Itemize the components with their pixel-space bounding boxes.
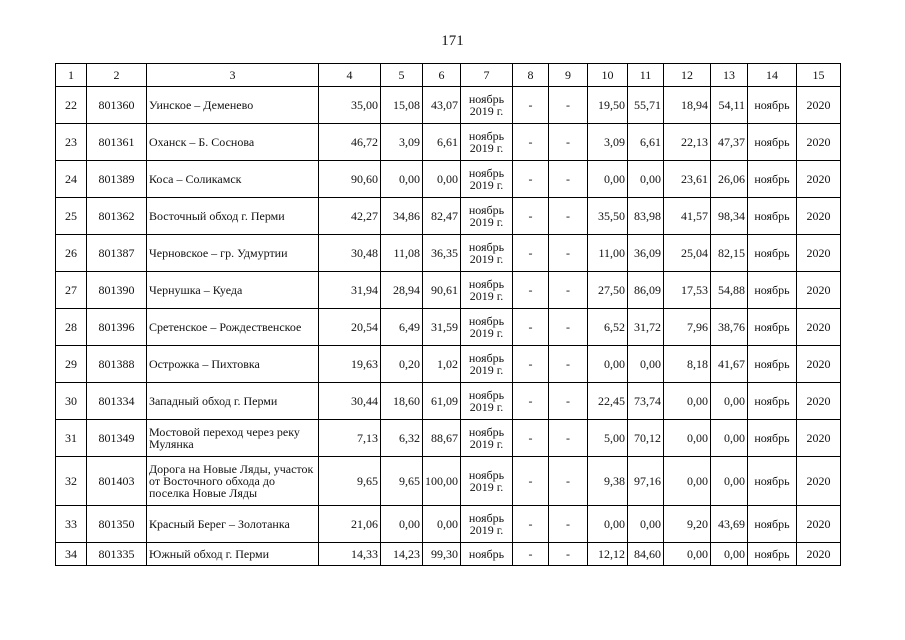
dash-cell: - bbox=[513, 198, 549, 235]
header-cell: 6 bbox=[423, 64, 461, 87]
page-number: 171 bbox=[441, 33, 464, 49]
road-name-cell: Черновское – гр. Удмуртии bbox=[147, 235, 319, 272]
code-cell: 801387 bbox=[87, 235, 147, 272]
value-cell: 19,63 bbox=[319, 346, 381, 383]
value-cell: 46,72 bbox=[319, 124, 381, 161]
table-row bbox=[56, 198, 841, 235]
dash-cell: - bbox=[549, 161, 588, 198]
value-cell: 43,69 bbox=[711, 506, 748, 543]
value-cell: 0,20 bbox=[381, 346, 423, 383]
table-row bbox=[56, 161, 841, 198]
month-cell: ноябрь bbox=[748, 346, 797, 383]
header-cell: 5 bbox=[381, 64, 423, 87]
month-cell: ноябрь bbox=[748, 543, 797, 566]
month-cell: ноябрь bbox=[461, 543, 513, 566]
month-cell: ноябрь bbox=[748, 235, 797, 272]
table-body bbox=[56, 87, 841, 566]
dash-cell: - bbox=[513, 309, 549, 346]
value-cell: 8,18 bbox=[664, 346, 711, 383]
value-cell: 3,09 bbox=[381, 124, 423, 161]
road-name-cell: Южный обход г. Перми bbox=[147, 543, 319, 566]
value-cell: 18,94 bbox=[664, 87, 711, 124]
value-cell: 25,04 bbox=[664, 235, 711, 272]
month-cell: ноябрь 2019 г. bbox=[461, 457, 513, 506]
year-cell: 2020 bbox=[797, 198, 841, 235]
code-cell: 801334 bbox=[87, 383, 147, 420]
header-cell: 1 bbox=[56, 64, 87, 87]
value-cell: 0,00 bbox=[588, 346, 628, 383]
data-table bbox=[55, 63, 841, 566]
value-cell: 83,98 bbox=[628, 198, 664, 235]
dash-cell: - bbox=[513, 87, 549, 124]
value-cell: 90,61 bbox=[423, 272, 461, 309]
code-cell: 801390 bbox=[87, 272, 147, 309]
row-number-cell: 26 bbox=[56, 235, 87, 272]
value-cell: 54,88 bbox=[711, 272, 748, 309]
dash-cell: - bbox=[549, 420, 588, 457]
value-cell: 15,08 bbox=[381, 87, 423, 124]
code-cell: 801388 bbox=[87, 346, 147, 383]
dash-cell: - bbox=[549, 346, 588, 383]
value-cell: 35,50 bbox=[588, 198, 628, 235]
road-name-cell: Коса – Соликамск bbox=[147, 161, 319, 198]
dash-cell: - bbox=[549, 457, 588, 506]
value-cell: 1,02 bbox=[423, 346, 461, 383]
value-cell: 11,08 bbox=[381, 235, 423, 272]
dash-cell: - bbox=[513, 383, 549, 420]
value-cell: 70,12 bbox=[628, 420, 664, 457]
header-cell: 15 bbox=[797, 64, 841, 87]
row-number-cell: 25 bbox=[56, 198, 87, 235]
value-cell: 43,07 bbox=[423, 87, 461, 124]
dash-cell: - bbox=[513, 161, 549, 198]
value-cell: 61,09 bbox=[423, 383, 461, 420]
value-cell: 0,00 bbox=[423, 161, 461, 198]
value-cell: 26,06 bbox=[711, 161, 748, 198]
table-row bbox=[56, 543, 841, 566]
table-row bbox=[56, 383, 841, 420]
code-cell: 801335 bbox=[87, 543, 147, 566]
value-cell: 90,60 bbox=[319, 161, 381, 198]
value-cell: 0,00 bbox=[423, 506, 461, 543]
code-cell: 801360 bbox=[87, 87, 147, 124]
code-cell: 801349 bbox=[87, 420, 147, 457]
year-cell: 2020 bbox=[797, 346, 841, 383]
year-cell: 2020 bbox=[797, 420, 841, 457]
month-cell: ноябрь 2019 г. bbox=[461, 161, 513, 198]
header-cell: 13 bbox=[711, 64, 748, 87]
row-number-cell: 30 bbox=[56, 383, 87, 420]
value-cell: 0,00 bbox=[628, 506, 664, 543]
road-name-cell: Уинское – Деменево bbox=[147, 87, 319, 124]
code-cell: 801362 bbox=[87, 198, 147, 235]
value-cell: 9,38 bbox=[588, 457, 628, 506]
value-cell: 41,57 bbox=[664, 198, 711, 235]
value-cell: 6,52 bbox=[588, 309, 628, 346]
header-cell: 2 bbox=[87, 64, 147, 87]
value-cell: 38,76 bbox=[711, 309, 748, 346]
year-cell: 2020 bbox=[797, 506, 841, 543]
row-number-cell: 24 bbox=[56, 161, 87, 198]
value-cell: 31,94 bbox=[319, 272, 381, 309]
dash-cell: - bbox=[549, 87, 588, 124]
value-cell: 31,72 bbox=[628, 309, 664, 346]
row-number-cell: 32 bbox=[56, 457, 87, 506]
value-cell: 86,09 bbox=[628, 272, 664, 309]
header-cell: 7 bbox=[461, 64, 513, 87]
value-cell: 20,54 bbox=[319, 309, 381, 346]
value-cell: 0,00 bbox=[588, 506, 628, 543]
table-row bbox=[56, 272, 841, 309]
month-cell: ноябрь 2019 г. bbox=[461, 198, 513, 235]
table-row bbox=[56, 457, 841, 506]
code-cell: 801396 bbox=[87, 309, 147, 346]
month-cell: ноябрь bbox=[748, 383, 797, 420]
value-cell: 54,11 bbox=[711, 87, 748, 124]
value-cell: 82,47 bbox=[423, 198, 461, 235]
value-cell: 73,74 bbox=[628, 383, 664, 420]
value-cell: 22,45 bbox=[588, 383, 628, 420]
dash-cell: - bbox=[513, 124, 549, 161]
value-cell: 21,06 bbox=[319, 506, 381, 543]
dash-cell: - bbox=[549, 235, 588, 272]
month-cell: ноябрь bbox=[748, 124, 797, 161]
year-cell: 2020 bbox=[797, 309, 841, 346]
road-name-cell: Острожка – Пихтовка bbox=[147, 346, 319, 383]
row-number-cell: 27 bbox=[56, 272, 87, 309]
value-cell: 36,09 bbox=[628, 235, 664, 272]
value-cell: 55,71 bbox=[628, 87, 664, 124]
table-row bbox=[56, 235, 841, 272]
value-cell: 82,15 bbox=[711, 235, 748, 272]
year-cell: 2020 bbox=[797, 457, 841, 506]
value-cell: 27,50 bbox=[588, 272, 628, 309]
value-cell: 42,27 bbox=[319, 198, 381, 235]
value-cell: 17,53 bbox=[664, 272, 711, 309]
value-cell: 6,61 bbox=[628, 124, 664, 161]
value-cell: 9,20 bbox=[664, 506, 711, 543]
row-number-cell: 23 bbox=[56, 124, 87, 161]
year-cell: 2020 bbox=[797, 383, 841, 420]
value-cell: 6,32 bbox=[381, 420, 423, 457]
year-cell: 2020 bbox=[797, 235, 841, 272]
row-number-cell: 34 bbox=[56, 543, 87, 566]
value-cell: 23,61 bbox=[664, 161, 711, 198]
month-cell: ноябрь bbox=[748, 420, 797, 457]
value-cell: 36,35 bbox=[423, 235, 461, 272]
value-cell: 98,34 bbox=[711, 198, 748, 235]
code-cell: 801403 bbox=[87, 457, 147, 506]
value-cell: 88,67 bbox=[423, 420, 461, 457]
header-row bbox=[56, 64, 841, 87]
dash-cell: - bbox=[549, 198, 588, 235]
value-cell: 0,00 bbox=[628, 161, 664, 198]
month-cell: ноябрь bbox=[748, 87, 797, 124]
table-row bbox=[56, 346, 841, 383]
value-cell: 34,86 bbox=[381, 198, 423, 235]
value-cell: 0,00 bbox=[381, 506, 423, 543]
table-row bbox=[56, 87, 841, 124]
value-cell: 19,50 bbox=[588, 87, 628, 124]
road-name-cell: Западный обход г. Перми bbox=[147, 383, 319, 420]
value-cell: 0,00 bbox=[711, 420, 748, 457]
value-cell: 14,23 bbox=[381, 543, 423, 566]
value-cell: 5,00 bbox=[588, 420, 628, 457]
dash-cell: - bbox=[513, 272, 549, 309]
month-cell: ноябрь 2019 г. bbox=[461, 346, 513, 383]
value-cell: 11,00 bbox=[588, 235, 628, 272]
dash-cell: - bbox=[513, 457, 549, 506]
month-cell: ноябрь 2019 г. bbox=[461, 420, 513, 457]
value-cell: 0,00 bbox=[664, 420, 711, 457]
year-cell: 2020 bbox=[797, 161, 841, 198]
dash-cell: - bbox=[549, 124, 588, 161]
row-number-cell: 33 bbox=[56, 506, 87, 543]
dash-cell: - bbox=[513, 506, 549, 543]
row-number-cell: 22 bbox=[56, 87, 87, 124]
value-cell: 0,00 bbox=[664, 543, 711, 566]
header-cell: 4 bbox=[319, 64, 381, 87]
year-cell: 2020 bbox=[797, 87, 841, 124]
value-cell: 30,44 bbox=[319, 383, 381, 420]
value-cell: 9,65 bbox=[381, 457, 423, 506]
dash-cell: - bbox=[513, 235, 549, 272]
dash-cell: - bbox=[549, 383, 588, 420]
header-cell: 3 bbox=[147, 64, 319, 87]
value-cell: 9,65 bbox=[319, 457, 381, 506]
year-cell: 2020 bbox=[797, 543, 841, 566]
value-cell: 41,67 bbox=[711, 346, 748, 383]
dash-cell: - bbox=[549, 543, 588, 566]
value-cell: 0,00 bbox=[628, 346, 664, 383]
month-cell: ноябрь 2019 г. bbox=[461, 506, 513, 543]
value-cell: 100,00 bbox=[423, 457, 461, 506]
month-cell: ноябрь 2019 г. bbox=[461, 309, 513, 346]
road-name-cell: Чернушка – Куеда bbox=[147, 272, 319, 309]
value-cell: 0,00 bbox=[664, 383, 711, 420]
value-cell: 0,00 bbox=[711, 457, 748, 506]
header-cell: 12 bbox=[664, 64, 711, 87]
value-cell: 30,48 bbox=[319, 235, 381, 272]
header-cell: 10 bbox=[588, 64, 628, 87]
value-cell: 7,96 bbox=[664, 309, 711, 346]
month-cell: ноябрь bbox=[748, 198, 797, 235]
header-cell: 9 bbox=[549, 64, 588, 87]
value-cell: 97,16 bbox=[628, 457, 664, 506]
dash-cell: - bbox=[513, 420, 549, 457]
road-name-cell: Красный Берег – Золотанка bbox=[147, 506, 319, 543]
month-cell: ноябрь 2019 г. bbox=[461, 383, 513, 420]
value-cell: 12,12 bbox=[588, 543, 628, 566]
value-cell: 47,37 bbox=[711, 124, 748, 161]
header-cell: 8 bbox=[513, 64, 549, 87]
table-row bbox=[56, 506, 841, 543]
road-name-cell: Сретенское – Рождественское bbox=[147, 309, 319, 346]
value-cell: 22,13 bbox=[664, 124, 711, 161]
value-cell: 6,49 bbox=[381, 309, 423, 346]
road-name-cell: Дорога на Новые Ляды, участок от Восточного обхода до поселка Новые Ляды bbox=[147, 457, 319, 506]
month-cell: ноябрь bbox=[748, 309, 797, 346]
code-cell: 801350 bbox=[87, 506, 147, 543]
road-name-cell: Мостовой переход через реку Мулянка bbox=[147, 420, 319, 457]
dash-cell: - bbox=[513, 543, 549, 566]
row-number-cell: 31 bbox=[56, 420, 87, 457]
value-cell: 99,30 bbox=[423, 543, 461, 566]
value-cell: 6,61 bbox=[423, 124, 461, 161]
value-cell: 18,60 bbox=[381, 383, 423, 420]
table-row bbox=[56, 420, 841, 457]
value-cell: 0,00 bbox=[711, 543, 748, 566]
value-cell: 0,00 bbox=[711, 383, 748, 420]
row-number-cell: 29 bbox=[56, 346, 87, 383]
value-cell: 0,00 bbox=[381, 161, 423, 198]
row-number-cell: 28 bbox=[56, 309, 87, 346]
dash-cell: - bbox=[549, 272, 588, 309]
road-name-cell: Оханск – Б. Соснова bbox=[147, 124, 319, 161]
road-name-cell: Восточный обход г. Перми bbox=[147, 198, 319, 235]
month-cell: ноябрь bbox=[748, 506, 797, 543]
code-cell: 801361 bbox=[87, 124, 147, 161]
value-cell: 3,09 bbox=[588, 124, 628, 161]
value-cell: 14,33 bbox=[319, 543, 381, 566]
value-cell: 7,13 bbox=[319, 420, 381, 457]
header-cell: 11 bbox=[628, 64, 664, 87]
value-cell: 28,94 bbox=[381, 272, 423, 309]
value-cell: 0,00 bbox=[588, 161, 628, 198]
value-cell: 35,00 bbox=[319, 87, 381, 124]
dash-cell: - bbox=[549, 309, 588, 346]
value-cell: 0,00 bbox=[664, 457, 711, 506]
month-cell: ноябрь 2019 г. bbox=[461, 87, 513, 124]
code-cell: 801389 bbox=[87, 161, 147, 198]
table-row bbox=[56, 309, 841, 346]
dash-cell: - bbox=[549, 506, 588, 543]
month-cell: ноябрь 2019 г. bbox=[461, 124, 513, 161]
month-cell: ноябрь bbox=[748, 457, 797, 506]
dash-cell: - bbox=[513, 346, 549, 383]
value-cell: 31,59 bbox=[423, 309, 461, 346]
table-row bbox=[56, 124, 841, 161]
month-cell: ноябрь bbox=[748, 161, 797, 198]
header-cell: 14 bbox=[748, 64, 797, 87]
value-cell: 84,60 bbox=[628, 543, 664, 566]
year-cell: 2020 bbox=[797, 272, 841, 309]
month-cell: ноябрь 2019 г. bbox=[461, 272, 513, 309]
month-cell: ноябрь bbox=[748, 272, 797, 309]
year-cell: 2020 bbox=[797, 124, 841, 161]
month-cell: ноябрь 2019 г. bbox=[461, 235, 513, 272]
